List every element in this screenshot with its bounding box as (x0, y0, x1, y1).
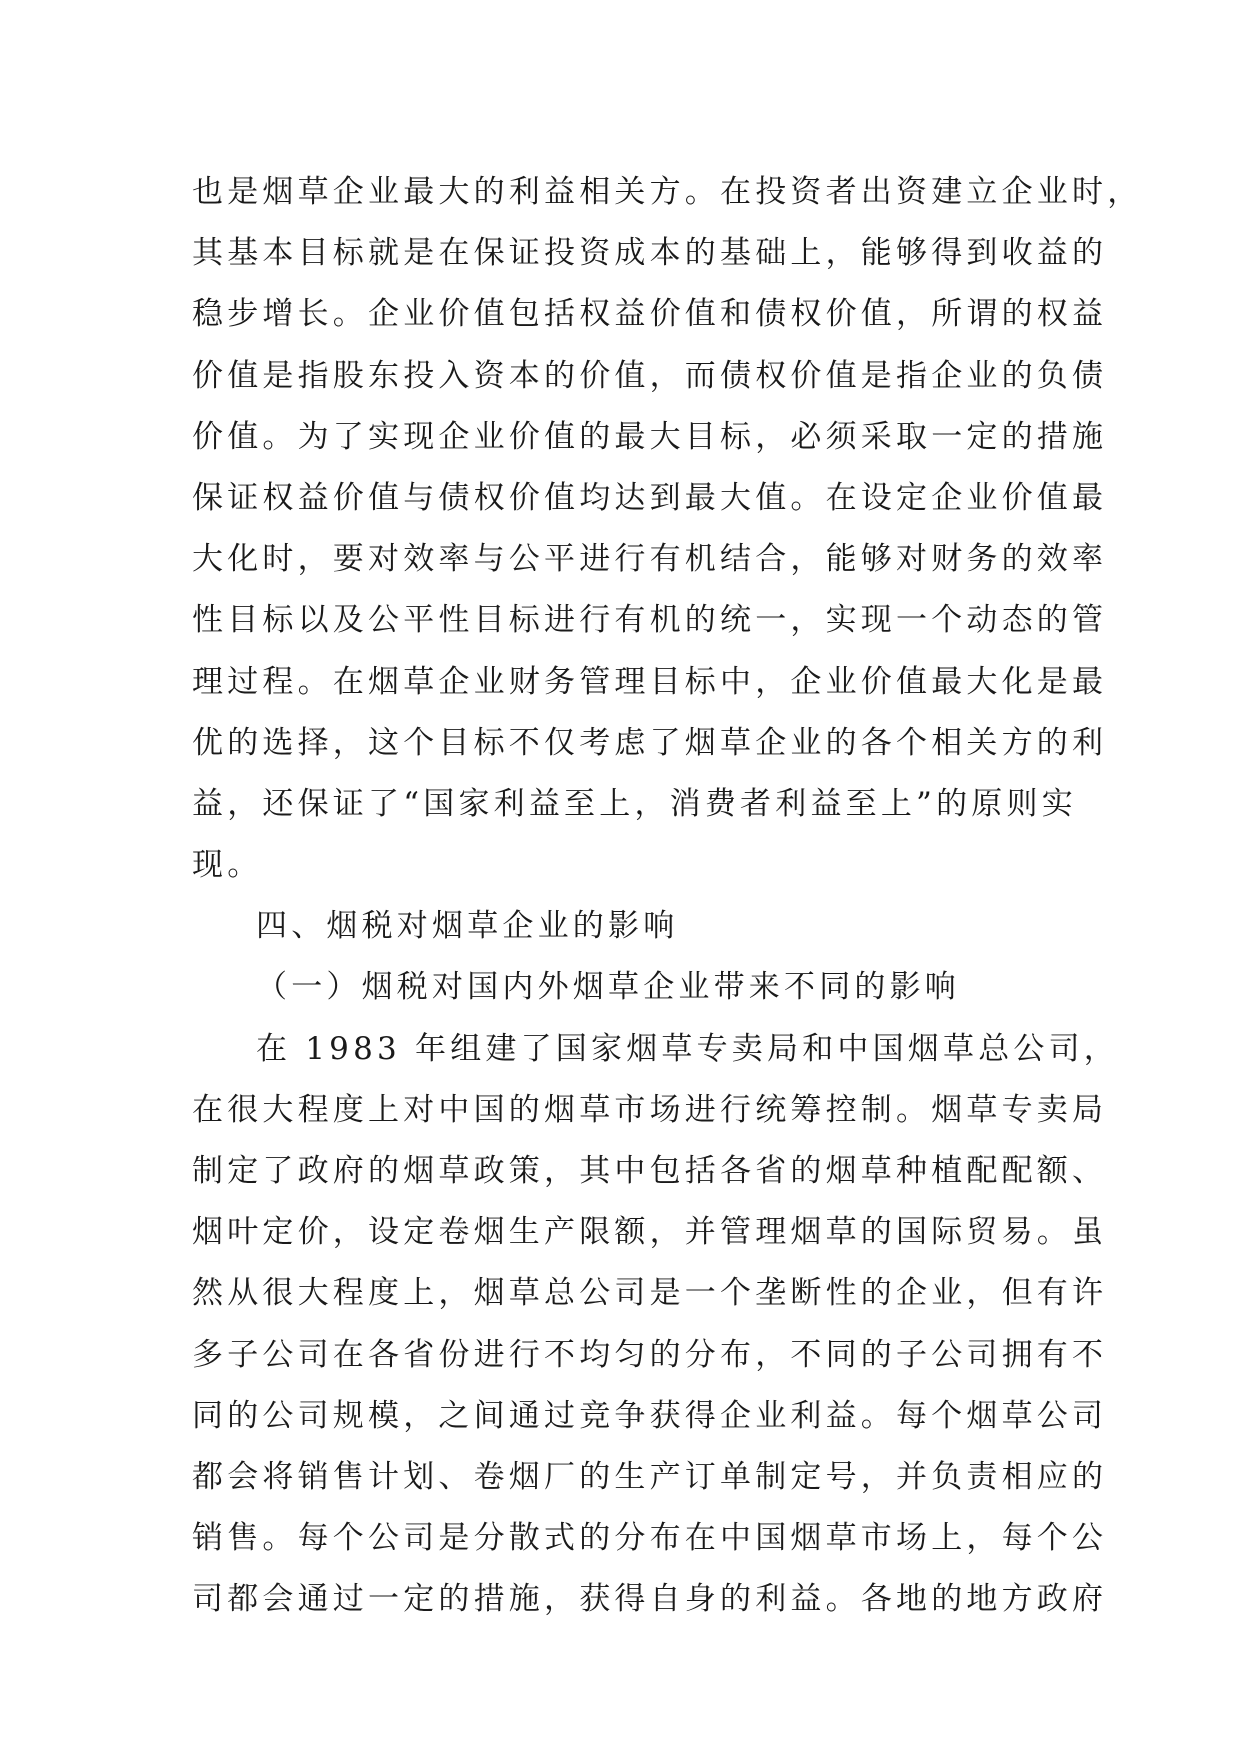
text-line: 司都会通过一定的措施，获得自身的利益。各地的地方政府 (192, 1581, 1108, 1618)
text-line: 优的选择，这个目标不仅考虑了烟草企业的各个相关方的利 (192, 724, 1108, 761)
text-line: 理过程。在烟草企业财务管理目标中，企业价值最大化是最 (192, 663, 1108, 700)
text-line: 保证权益价值与债权价值均达到最大值。在设定企业价值最 (192, 479, 1108, 516)
text-line: 性目标以及公平性目标进行有机的统一，实现一个动态的管 (192, 602, 1108, 639)
text-line: 在很大程度上对中国的烟草市场进行统筹控制。烟草专卖局 (192, 1091, 1108, 1128)
text-line: 然从很大程度上，烟草总公司是一个垄断性的企业，但有许 (192, 1275, 1108, 1312)
subsection-heading: （一）烟税对国内外烟草企业带来不同的影响 (256, 969, 960, 1006)
text-line: 大化时，要对效率与公平进行有机结合，能够对财务的效率 (192, 541, 1108, 578)
text-line: 都会将销售计划、卷烟厂的生产订单制定号，并负责相应的 (192, 1458, 1108, 1495)
text-line: 制定了政府的烟草政策，其中包括各省的烟草种植配配额、 (192, 1153, 1108, 1189)
text-line: 多子公司在各省份进行不均匀的分布，不同的子公司拥有不 (192, 1336, 1108, 1373)
text-line: 烟叶定价，设定卷烟生产限额，并管理烟草的国际贸易。虽 (192, 1214, 1108, 1251)
text-line: 价值是指股东投入资本的价值，而债权价值是指企业的负债 (192, 357, 1108, 394)
text-line: 益，还保证了“国家利益至上，消费者利益至上”的原则实 (192, 785, 1077, 822)
text-line: 现。 (192, 847, 263, 884)
text-line: 价值。为了实现企业价值的最大目标，必须采取一定的措施 (192, 418, 1108, 455)
text-line: 其基本目标就是在保证投资成本的基础上，能够得到收益的 (192, 235, 1108, 272)
paragraph-first-line: 在 1983 年组建了国家烟草专卖局和中国烟草总公司， (256, 1030, 1119, 1067)
text-line: 稳步增长。企业价值包括权益价值和债权价值，所谓的权益 (192, 296, 1108, 333)
text-line: 也是烟草企业最大的利益相关方。在投资者出资建立企业时， (192, 174, 1143, 210)
body-text (192, 162, 1143, 1631)
text-line: 同的公司规模，之间通过竞争获得企业利益。每个烟草公司 (192, 1397, 1108, 1434)
section-heading: 四、烟税对烟草企业的影响 (256, 908, 679, 945)
text-line: 销售。每个公司是分散式的分布在中国烟草市场上，每个公 (192, 1520, 1108, 1557)
